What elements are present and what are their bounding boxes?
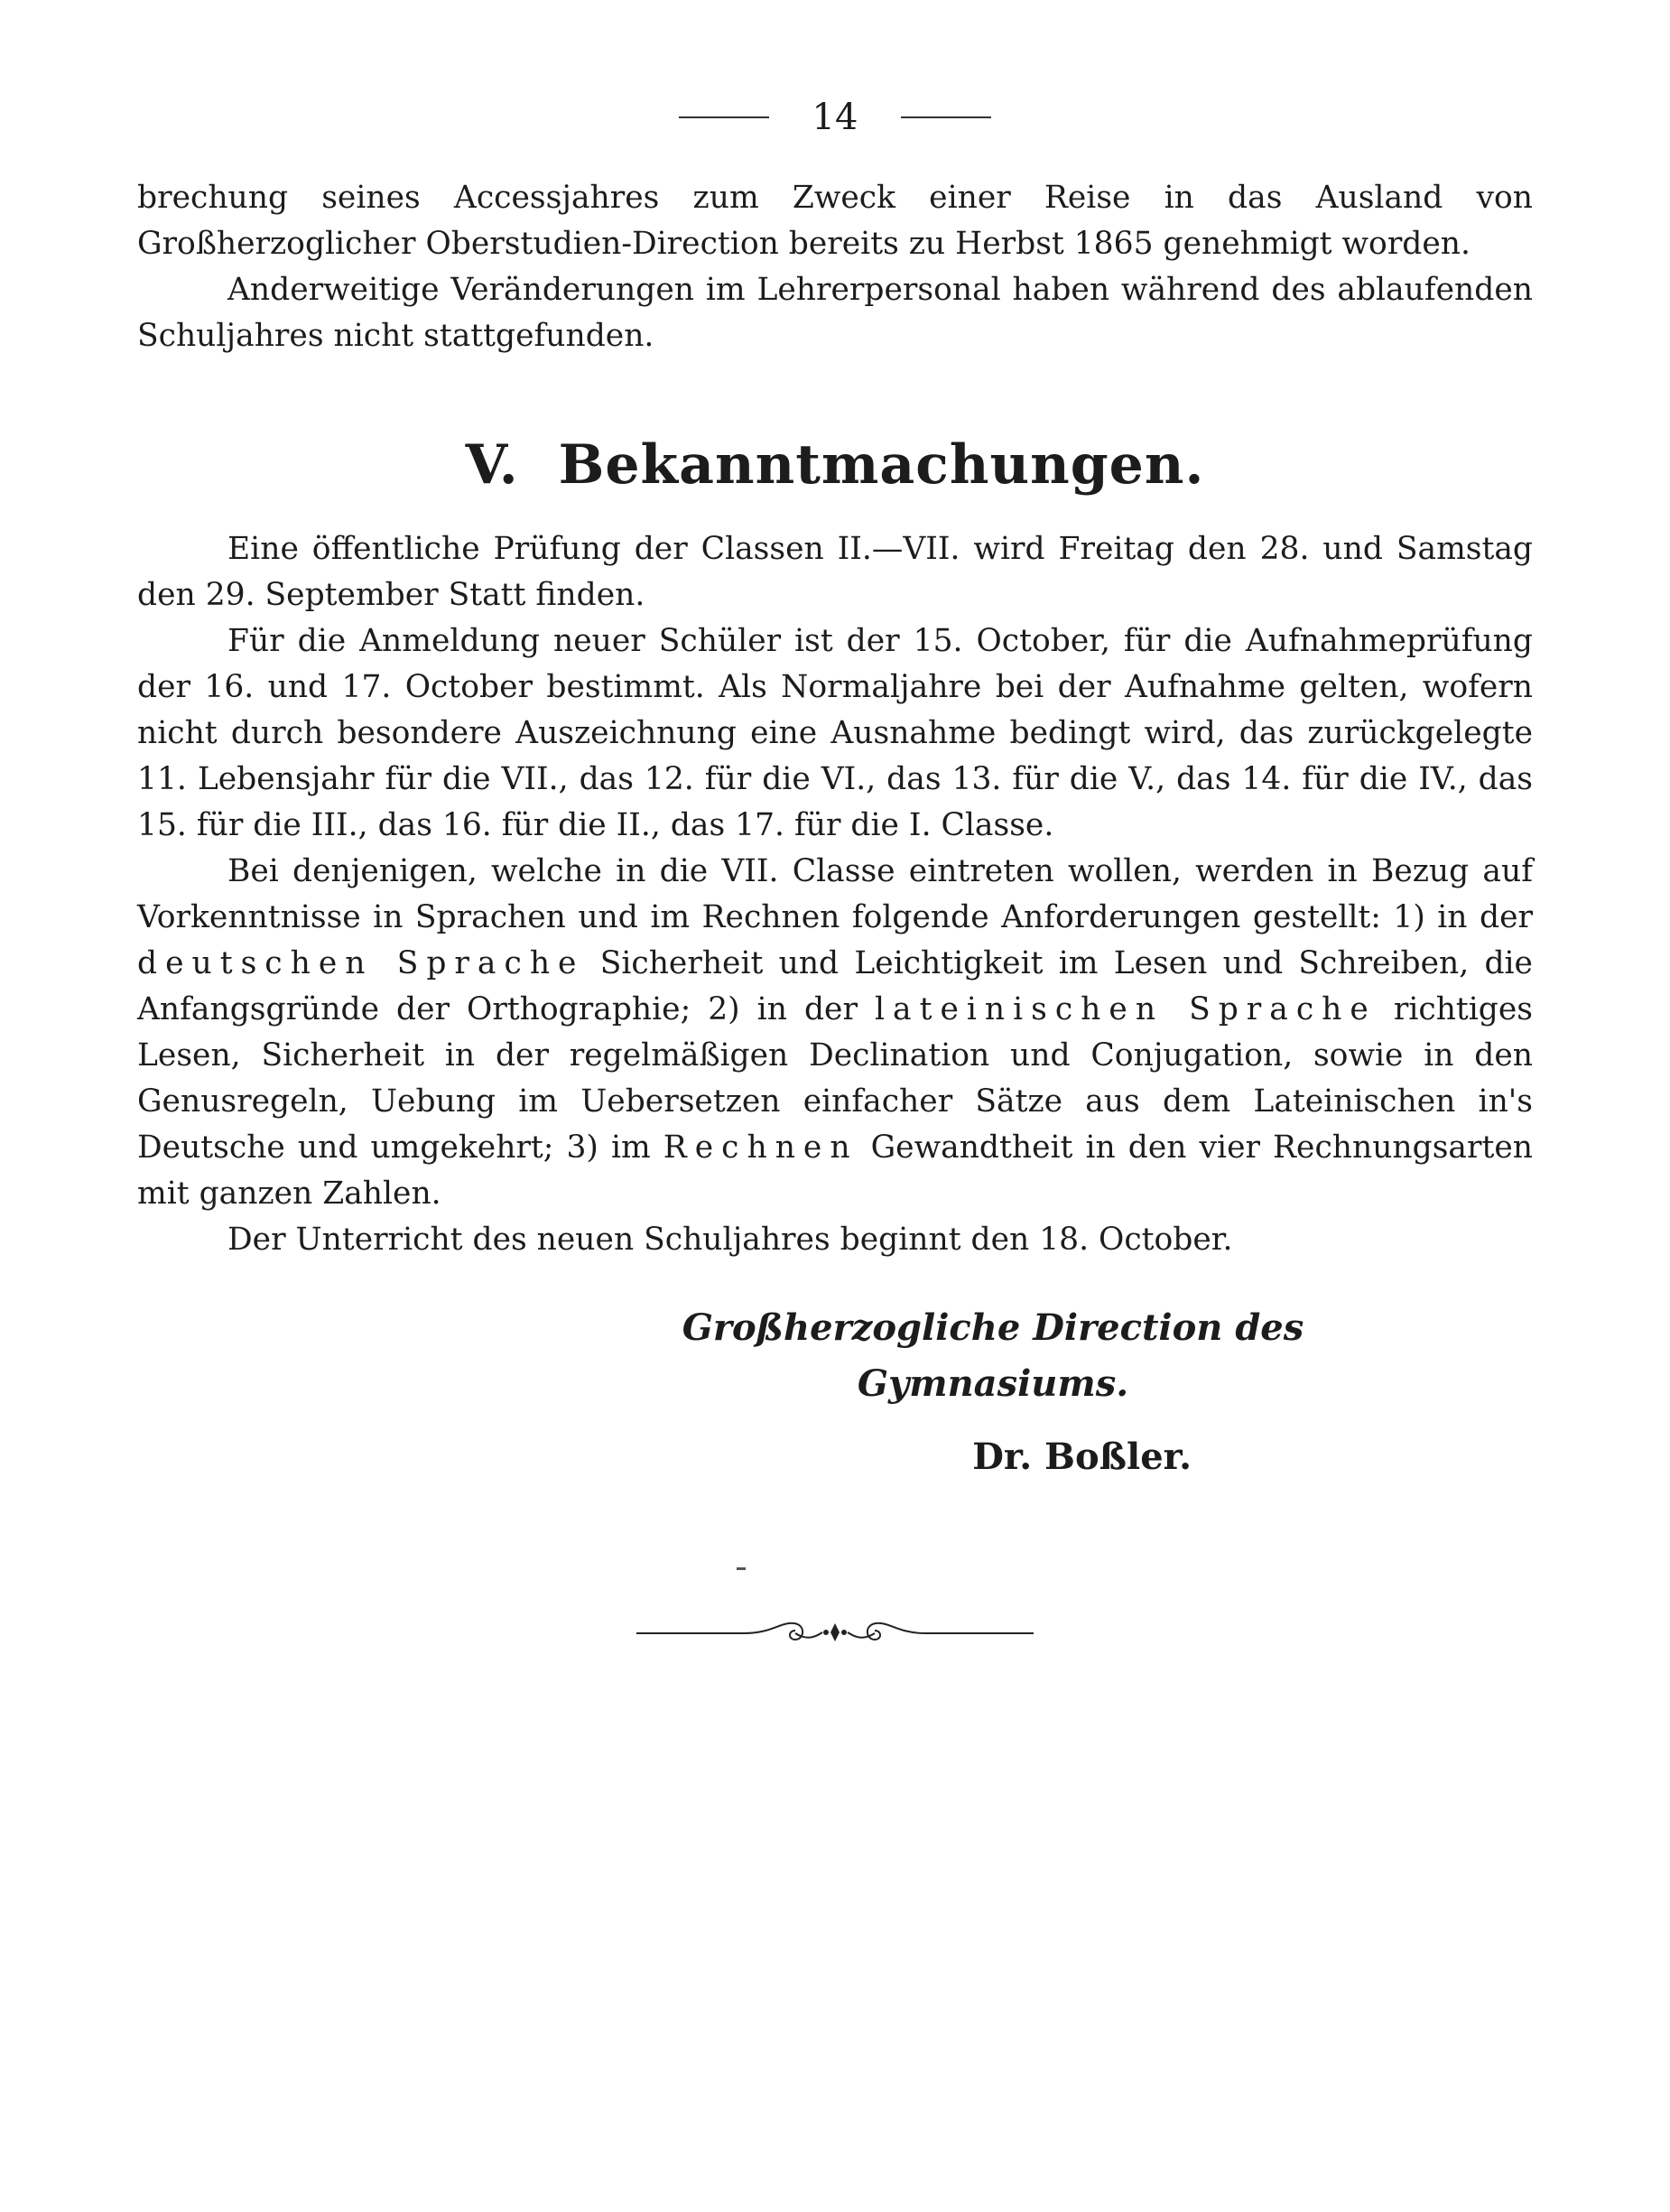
header-rule-left: [679, 116, 769, 118]
page-number: 14: [812, 97, 858, 138]
section-heading: [0, 433, 1670, 497]
signature-organization: Großherzogliche Direction des Gymnasiums.: [682, 1306, 1304, 1405]
header-rule-right: [901, 116, 991, 118]
paragraph-requirements: [137, 849, 1533, 1217]
page-header: [0, 98, 1670, 137]
german-language-term: deutschen Sprache: [137, 945, 585, 981]
paragraph-examination: Eine öffentliche Prüfung der Classen II.—VII. wird Freitag den 28. und Samstag den 29. September Statt finden.: [137, 531, 1533, 613]
latin-language-term: lateinischen Sprache: [874, 991, 1377, 1027]
requirements-german: Sicherheit und Leichtigkeit im Lesen und Schreiben, die Anfangsgründe der Orthographie; 2) in der: [137, 945, 1533, 1027]
announcements-block: [137, 526, 1533, 1263]
paragraph-continued: brechung seines Accessjahres zum Zweck einer Reise in das Ausland von Großherzoglicher Oberstudien-Direction bereits zu Herbst 1865 genehmigt worden.: [137, 180, 1533, 262]
signature-block: [632, 1300, 1354, 1484]
section-number: V.: [465, 433, 519, 497]
section-title: Bekanntmachungen.: [558, 433, 1205, 497]
requirements-arithmetic: Gewandtheit in den vier Rechnungsarten mit ganzen Zahlen.: [137, 1129, 1533, 1212]
signature-name: Dr. Boßler.: [972, 1436, 1192, 1478]
top-text-block: [137, 175, 1533, 359]
paragraph-registration: Für die Anmeldung neuer Schüler ist der 15. October, für die Aufnahmeprüfung der 16. und 17. October bestimmt. Als Normaljahre bei der Aufnahme gelten, wofern nicht durch besondere Auszeichnung eine Ausnahme bedingt wird, das zurückgelegte 11. Lebensjahr für die VII., das 12. für die VI., das 13. für die V., das 14. für die IV., das 15. für die III., das 16. für die II., das 17. für die I. Classe.: [137, 623, 1533, 843]
arithmetic-term: Rechnen: [663, 1129, 858, 1166]
paragraph-school-start: Der Unterricht des neuen Schuljahres beginnt den 18. October.: [227, 1222, 1233, 1258]
ink-speck: [737, 1567, 746, 1570]
ornament-divider-icon: [636, 1613, 1034, 1654]
paragraph-staff-changes: Anderweitige Veränderungen im Lehrerpersonal haben während des ablaufenden Schuljahres nicht stattgefunden.: [137, 272, 1533, 354]
requirements-intro: Bei denjenigen, welche in die VII. Classe eintreten wollen, werden in Bezug auf Vorkenntnisse in Sprachen und im Rechnen folgende Anforderungen gestellt: 1) in der: [137, 853, 1533, 935]
requirements-latin: richtiges Lesen, Sicherheit in der regelmäßigen Declination und Conjugation, sowie in den Genusregeln, Uebung im Uebersetzen einfacher Sätze aus dem Lateinischen in's Deutsche und umgekehrt; 3) im: [137, 991, 1534, 1166]
